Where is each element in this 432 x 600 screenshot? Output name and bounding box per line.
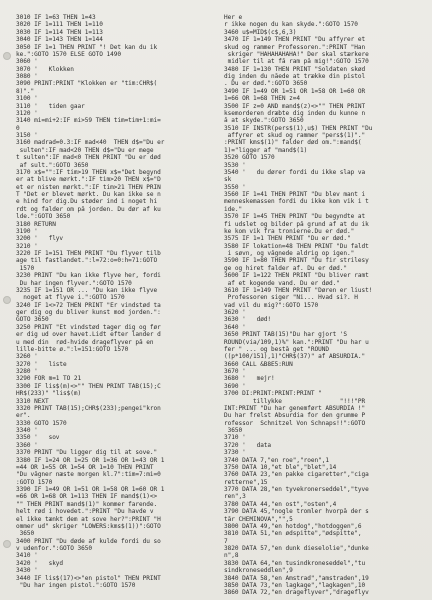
code-line: 3140 mi=mi+2:IF mi>59 THEN tim=tim+1:mi=	[16, 117, 161, 125]
code-line: 3650 PRINT TAB(15)"Du har gjort 'S	[224, 331, 348, 339]
code-line: sindkroneseddlen",9	[224, 567, 293, 575]
code-line: 3800 DATA 49,"en hotdog","hotdoggen",6	[224, 522, 362, 530]
code-line: 3090 PRINT:PRINT "Klokken er "tim:CHR$(	[16, 80, 158, 88]
code-line: 3650	[224, 427, 243, 434]
code-line: 3440 IF lis$(17)<>"en pistol" THEN PRINT	[16, 574, 161, 582]
code-line: e hind for dig.Du støder ind i noget hi	[16, 198, 158, 206]
code-line: 3750 DATA 10,"et ble","blet",14	[224, 463, 337, 471]
code-line: er".	[16, 412, 31, 420]
code-line: HR$(233)" "lis$(m)	[16, 390, 82, 398]
code-line: 3460 u$=MID$(c$,6,3)	[224, 28, 297, 36]
right-code-column	[224, 14, 428, 597]
code-line: af sult.":GOTO 3650	[16, 161, 89, 169]
code-line: 3610 IF 1=149 THEN PRINT "Døren er liust!	[224, 286, 373, 294]
code-line: af et kogende vand. Du er død."	[224, 279, 340, 287]
code-line: 0	[16, 124, 20, 132]
code-line: å at skyde.":GOTO 3650	[224, 117, 304, 125]
code-line: ksemorderen dræbte dig inden du kunne n	[224, 109, 366, 117]
code-line: Professoren siger "Ni... Hvad si?. H	[224, 294, 358, 302]
code-line: 3020 IF 1=111 THEN 1=110	[16, 21, 103, 29]
code-line: 3540 ' du dører fordi du ikke slap va	[224, 168, 366, 176]
binder-hole	[3, 52, 11, 60]
code-line: ger dig og du bliver kunst mod jorden.":	[16, 309, 161, 316]
code-line: 3520 GOTO 1570	[224, 154, 275, 162]
code-line: 3490 IF 1=49 OR 1=51 OR 1=58 OR 1=60 OR	[224, 87, 366, 95]
code-line: lille-bitte ø.":l=151:GOTO 1570	[16, 345, 129, 353]
code-line: helt rød i hovedet.":PRINT "Du havde v	[16, 508, 154, 516]
code-line: 3150 '	[16, 132, 38, 139]
code-line: 3650	[16, 530, 35, 538]
code-line: "Du har ingen pistol.":GOTO 1570	[16, 581, 136, 589]
code-line: 3630 ' død!	[224, 316, 272, 324]
code-line: 3010 IF 1=63 THEN 1=43	[16, 14, 96, 21]
code-line: 3400 PRINT "Du døde af kulde fordi du so	[16, 537, 161, 545]
code-line: fer " ... og bestå get "ROUND	[224, 345, 329, 353]
code-line: 3500 IF z=0 AND mand$(z)<>"" THEN PRINT	[224, 102, 366, 110]
code-line: 3230 PRINT "Du kan ikke flyve her, fordi	[16, 272, 161, 280]
code-line: sk	[224, 176, 232, 184]
code-line: 3350 ' sov	[16, 434, 60, 442]
code-line: 3160 madrad=0.3:IF mad<40 THEN d$="Du er	[16, 139, 165, 147]
code-line: 3235 IF 1=151 OR ... "Du kan ikke flyve	[16, 286, 158, 294]
code-line: 3640 '	[224, 323, 246, 331]
code-line: 3840 DATA 58,"en Amstrad","amstraden",19	[224, 574, 369, 582]
code-line: 1570	[16, 264, 35, 272]
code-line: ren",3	[224, 493, 246, 501]
code-line: 3620 '	[224, 309, 246, 316]
code-line: 3730 '	[224, 449, 246, 457]
code-line: 3510 IF INSTR(pers$(1),u$) THEN PRINT "Du	[224, 124, 373, 132]
code-line: ge og hiret falder af. Du er død."	[224, 264, 348, 272]
code-line: menneskemassen fordi du ikke kom vik i t	[224, 198, 369, 206]
code-line: 3190 '	[16, 227, 38, 235]
code-line: 3700 DI:PRINT:PRINT:PRINT "	[224, 390, 322, 398]
code-line: 3070 ' Klokken	[16, 65, 74, 73]
binder-holes	[0, 0, 14, 600]
code-line: skriger "HAHAHAHAHA!" Der skal stærkere	[224, 50, 369, 58]
code-line: :GOTO 1570	[16, 478, 53, 486]
code-line: 3480 IF 1=130 THEN PRINT "Soldaten skød	[224, 65, 366, 73]
code-line: 3210 '	[16, 242, 38, 250]
code-line: n",8	[224, 552, 239, 560]
code-line: 3430 '	[16, 567, 38, 575]
code-line: 3690 '	[224, 382, 246, 390]
code-line: noget at flyve i.":GOTO 1570	[16, 294, 125, 302]
code-line: 3260 '	[16, 353, 38, 361]
code-line: 3240 IF 1<>72 THEN PRINT "Er vindstød ta	[16, 301, 161, 309]
code-line: rofessor Schnitzel Von Schnaps!!":GOTO	[224, 419, 366, 427]
code-line: 3740 DATA 7,"en roe","roen",1	[224, 456, 329, 464]
code-line: 3060 '	[16, 58, 38, 66]
code-line: ROUND(via/109,1)%" kan.":PRINT "Du har u	[224, 338, 369, 346]
code-line: 3040 IF 1=143 THEN 1=144	[16, 36, 103, 44]
code-line: r ikke nogen du kan skyde.":GOTO 1570	[224, 21, 358, 29]
code-line: 3710 '	[224, 434, 246, 442]
code-line: 3560 IF 1=41 THEN PRINT "Du blev mant i	[224, 191, 366, 198]
code-line: 3550 '	[224, 183, 246, 191]
code-line: tillykke "!!!"PR	[224, 397, 366, 405]
code-line: 3180 RETURN	[16, 220, 56, 228]
code-line: 3810 DATA 51,"en ødspitte","ødspitte",	[224, 530, 362, 538]
code-line: affyrer et skud og rammer "pers$(1)"."	[224, 132, 366, 139]
code-line: 3320 PRINT TAB(15);CHR$(233);pengei"kron	[16, 404, 161, 412]
binder-hole	[3, 296, 11, 304]
code-line: er at blive mørkt.":IF tim>20 THEN x$="D	[16, 176, 161, 184]
code-line: 8)"."	[16, 87, 35, 95]
code-line: 3570 IF 1=45 THEN PRINT "Du begyndte at	[224, 213, 366, 221]
code-line: u med din rød-hvide drageflyver på en	[16, 338, 154, 346]
code-line: . Du er død.":GOTO 3650	[224, 80, 308, 88]
code-line: 3850 DATA 73,"en lagkage","lagkagen",10	[224, 581, 366, 589]
code-line: 3370 PRINT "Du ligger dig til at sove."	[16, 449, 158, 457]
code-line: fi udslet og bilder på grund af at du ik	[224, 220, 369, 228]
code-line: skud og rammer Professoren.":PRINT "Han	[224, 43, 366, 51]
code-line: 3680 ' mejr!	[224, 375, 275, 383]
code-line: midler til at få ram på mig!":GOTO 1570	[224, 58, 369, 66]
code-line: ommer ud" skriger "LOWERS:kms$(1))":GOTO	[16, 522, 161, 530]
code-line: 3170 x$="":IF tim>19 THEN x$="Det begynd	[16, 168, 161, 176]
code-line: 1)="ligger af "mand$(1)	[224, 146, 308, 154]
code-line: ke.":GOTO 1570 ELSE GOTO 1490	[16, 50, 121, 58]
code-line: 3780 DATA 44,"en ost","osten",4	[224, 500, 337, 508]
code-line: "Du vågner næste morgen kl.7":tim=7:mi=0	[16, 471, 161, 479]
code-line: el ikke tænkt dem at sove her?":PRINT "H	[16, 515, 161, 523]
code-line: =66 OR 1=68 OR 1=113 THEN IF mand$(1)<>	[16, 493, 158, 501]
code-line: 3050 IF 1=1 THEN PRINT "! Det kan du ik	[16, 43, 158, 51]
code-line: 3420 ' skyd	[16, 559, 64, 567]
code-line: 3530 '	[224, 161, 246, 169]
code-line: 3300 IF lis$(m)<>"" THEN PRINT TAB(15);C	[16, 382, 161, 390]
left-code-column	[16, 14, 214, 589]
code-line: ke kom vik fra tronierne.Du er død."	[224, 227, 355, 235]
code-line: i søvn, og vågnede aldrig op igen."	[224, 250, 355, 257]
code-line: :PRINT kms$(1)" falder død om.":mand$(	[224, 139, 362, 147]
code-line: T "Det er blevet mørkt. Du kan ikke se n	[16, 191, 161, 198]
code-line: 7	[224, 537, 228, 545]
code-line: 3360 '	[16, 441, 38, 449]
code-line: 3380 IF 1=24 OR 1=25 OR 1=36 OR 1=43 OR 1	[16, 456, 165, 464]
code-line: =44 OR 1=55 OR 1=54 OR 1=10 THEN PRINT	[16, 463, 154, 471]
code-line: er dig ud over havet.Lidt efter lander d	[16, 331, 161, 339]
code-line: age til fastlandet.":l=72:o=0:h=71:GOTO	[16, 257, 158, 265]
code-line: 3760 DATA 23,"en pakke cigaretter","ciga	[224, 471, 369, 479]
code-line: Her e	[224, 14, 243, 21]
code-line: 3280 '	[16, 368, 38, 375]
code-line: sulten":IF mad<20 THEN d$="Du er mege	[16, 146, 154, 154]
code-line: 3340 '	[16, 427, 38, 434]
code-line: v udenfor.":GOTO 3650	[16, 545, 92, 552]
code-line: 1=66 OR 1=68 THEN z=4	[224, 95, 300, 103]
code-line: 3410 '	[16, 552, 38, 560]
code-line: 3110 ' tiden gaar	[16, 102, 85, 110]
code-line: GOTO 3650	[16, 316, 49, 324]
code-line: 3120 '	[16, 109, 38, 117]
code-line: 3310 NEXT	[16, 397, 49, 405]
code-line: Du har ingen flyver.":GOTO 1570	[16, 279, 132, 287]
code-line: 3590 IF 1=80 THEN PRINT "Du fir strilesy	[224, 257, 369, 265]
code-line: 3250 PRINT "Et vindstød tager dig og før	[16, 323, 161, 331]
code-line: 3600 IF 1=122 THEN PRINT "Du bliver ramt	[224, 272, 369, 280]
code-line: 3100 '	[16, 95, 38, 103]
code-line: 3580 IF lokation=48 THEN PRINT "Du faldt	[224, 242, 369, 250]
code-line: 3330 GOTO 1570	[16, 419, 67, 427]
code-line: 3470 IF 1=149 THEN PRINT "Du affyrer et	[224, 36, 366, 44]
code-line: tår CHEMINOVA","",5	[224, 515, 293, 523]
code-line: 3200 ' flyv	[16, 235, 64, 243]
code-line: 3670 '	[224, 368, 246, 375]
code-line: ((p*100/151),1)"CHR$(37)" af ABSURDIA."	[224, 353, 366, 361]
code-line: et er nisten mørkt.":IF tim>21 THEN PRIN	[16, 183, 161, 191]
code-line: 3830 DATA 64,"en tusindkroneseddel","tu	[224, 559, 366, 567]
code-line: retterne",15	[224, 478, 268, 486]
code-line: 3270 ' liste	[16, 360, 67, 368]
code-line: 3860 DATA 72,"en drageflyver","drageflyv	[224, 589, 369, 597]
code-line: 3575 IF 1=1 THEN PRINT "Du er død."	[224, 235, 351, 243]
code-line: "" THEN PRINT mand$(1)" kommer farende.	[16, 500, 158, 508]
code-line: 3790 DATA 45,"nogle tromler hvorpå der s	[224, 508, 369, 516]
code-line: rdt og falder om på jorden. Du dør af ku	[16, 205, 161, 213]
code-line: 3030 IF 1=114 THEN 1=113	[16, 28, 103, 36]
code-line: 3290 FOR m=1 TO 21	[16, 375, 82, 383]
binder-hole	[3, 540, 11, 548]
code-line: 3080 '	[16, 73, 38, 80]
code-line: Du har frelst Absurdia for den grumme P	[224, 412, 366, 420]
code-line: t sulten":IF mad<0 THEN PRINT "Du er død	[16, 154, 161, 162]
code-line: 3220 IF 1=151 THEN PRINT "Du flyver tilb	[16, 250, 161, 257]
code-line: 3770 DATA 28,"en tyvekronerseddel","tyve	[224, 486, 369, 493]
code-line: 3820 DATA 57,"en dunk dieselolie","dunke	[224, 545, 369, 552]
code-line: 3720 ' data	[224, 441, 272, 449]
code-line: 3390 IF 1=49 OR 1=51 OR 1=58 OR 1=60 OR 1	[16, 486, 165, 493]
code-line: lde.":GOTO 3650	[16, 213, 71, 221]
code-line: vad vil du mig?":GOTO 1570	[224, 301, 319, 309]
code-line: INT:PRINT "Du har genemført ABSURDIA !"	[224, 404, 366, 412]
code-line: dig inden du nåede at trække din pistol	[224, 73, 366, 80]
code-line: ide."	[224, 205, 243, 213]
code-line: 3660 CALL &B8E5:RUN	[224, 360, 293, 368]
